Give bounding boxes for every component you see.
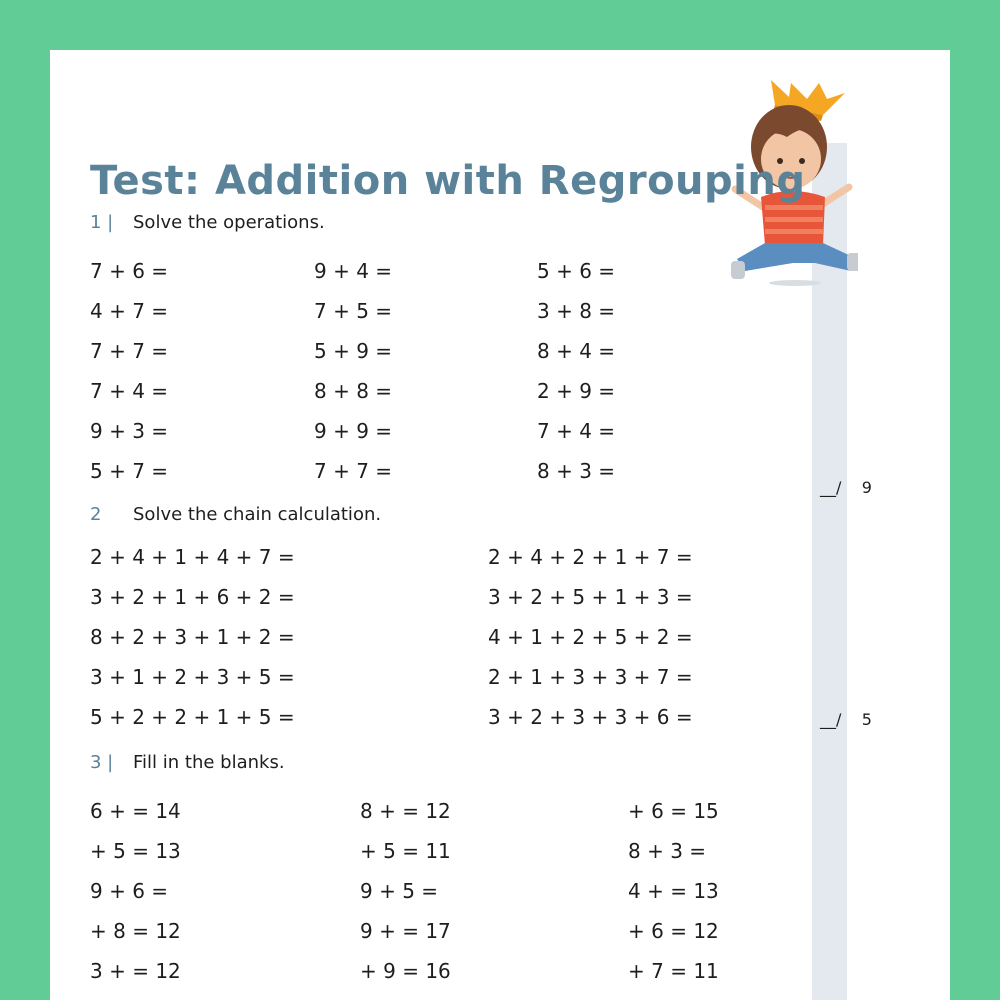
problem-row — [360, 918, 451, 944]
problem-after: + 7 = 11 — [628, 959, 719, 983]
problem-after: + 9 = 16 — [360, 959, 451, 983]
problem-row — [628, 798, 719, 824]
section-number: 3 | — [90, 752, 114, 773]
problem-before: 6 + — [90, 799, 133, 823]
problem-expression: 4 + 7 = — [90, 299, 169, 323]
problem-row — [90, 798, 181, 824]
problem-before: 9 + 6 = — [90, 879, 169, 903]
problem-row — [90, 378, 168, 404]
problem-row — [628, 958, 719, 984]
problem-expression: 9 + 4 = — [314, 259, 393, 283]
problem-after: = 17 — [402, 919, 451, 943]
section-2-header — [90, 504, 381, 525]
problem-row — [360, 958, 451, 984]
section-instruction: Solve the chain calculation. — [133, 504, 382, 525]
problem-row — [537, 378, 615, 404]
problem-row — [537, 338, 615, 364]
problem-row — [90, 958, 181, 984]
problem-before: 3 + — [90, 959, 133, 983]
problem-expression: 2 + 4 + 1 + 4 + 7 = — [90, 545, 295, 569]
problem-row — [537, 458, 615, 484]
section-1-header — [90, 212, 325, 233]
problem-expression: 7 + 7 = — [314, 459, 393, 483]
problem-expression: 7 + 5 = — [314, 299, 393, 323]
problem-row — [90, 878, 168, 904]
section-instruction: Fill in the blanks. — [133, 752, 285, 773]
problem-expression: 8 + 2 + 3 + 1 + 2 = — [90, 625, 295, 649]
problem-row — [314, 338, 392, 364]
section-number: 2 — [90, 504, 102, 525]
problem-expression: 5 + 7 = — [90, 459, 169, 483]
problem-row — [314, 418, 392, 444]
problem-row — [314, 258, 392, 284]
problem-expression: 5 + 6 = — [537, 259, 616, 283]
problem-after: + 5 = 13 — [90, 839, 181, 863]
problem-row — [360, 878, 438, 904]
problem-row — [90, 584, 295, 610]
problem-row — [628, 918, 719, 944]
problem-expression: 3 + 2 + 3 + 3 + 6 = — [488, 705, 693, 729]
problem-row — [314, 378, 392, 404]
score-blank[interactable]: __/ — [820, 710, 842, 729]
problem-expression: 7 + 4 = — [537, 419, 616, 443]
problem-after: = 14 — [132, 799, 181, 823]
problem-row — [488, 704, 693, 730]
section-instruction: Solve the operations. — [133, 212, 325, 233]
problem-expression: 8 + 4 = — [537, 339, 616, 363]
problem-row — [90, 918, 181, 944]
problem-row — [537, 298, 615, 324]
problem-expression: 8 + 8 = — [314, 379, 393, 403]
problem-expression: 3 + 2 + 5 + 1 + 3 = — [488, 585, 693, 609]
problem-row — [90, 624, 295, 650]
problem-after: = 12 — [132, 959, 181, 983]
problem-expression: 2 + 4 + 2 + 1 + 7 = — [488, 545, 693, 569]
problem-expression: 2 + 1 + 3 + 3 + 7 = — [488, 665, 693, 689]
problem-row — [537, 258, 615, 284]
problem-row — [90, 418, 168, 444]
score-max: 5 — [861, 710, 872, 729]
score-max: 9 — [861, 478, 872, 497]
problem-row — [488, 584, 693, 610]
problem-row — [360, 838, 451, 864]
problem-row — [90, 258, 168, 284]
problem-row — [90, 544, 295, 570]
problem-before: 8 + — [360, 799, 403, 823]
problem-before: 8 + 3 = — [628, 839, 707, 863]
problem-row — [488, 624, 693, 650]
page-title: Test: Addition with Regrouping — [90, 158, 806, 204]
problem-after: + 6 = 12 — [628, 919, 719, 943]
problem-row — [90, 704, 295, 730]
problem-row — [314, 298, 392, 324]
problem-expression: 3 + 1 + 2 + 3 + 5 = — [90, 665, 295, 689]
problem-after: = 13 — [670, 879, 719, 903]
problem-expression: 5 + 2 + 2 + 1 + 5 = — [90, 705, 295, 729]
section-number: 1 | — [90, 212, 114, 233]
problem-before: 4 + — [628, 879, 671, 903]
problem-row — [628, 838, 706, 864]
problem-expression: 5 + 9 = — [314, 339, 393, 363]
problem-expression: 7 + 7 = — [90, 339, 169, 363]
score-blank[interactable]: __/ — [820, 478, 842, 497]
problem-expression: 7 + 4 = — [90, 379, 169, 403]
problem-after: + 5 = 11 — [360, 839, 451, 863]
problem-row — [314, 458, 392, 484]
problem-row — [488, 664, 693, 690]
problem-row — [360, 798, 451, 824]
problem-row — [537, 418, 615, 444]
problem-expression: 4 + 1 + 2 + 5 + 2 = — [488, 625, 693, 649]
section-3-header — [90, 752, 285, 773]
problem-expression: 9 + 3 = — [90, 419, 169, 443]
problem-expression: 7 + 6 = — [90, 259, 169, 283]
problem-expression: 2 + 9 = — [537, 379, 616, 403]
problem-before: 9 + 5 = — [360, 879, 439, 903]
problem-expression: 3 + 8 = — [537, 299, 616, 323]
problem-expression: 9 + 9 = — [314, 419, 393, 443]
problem-row — [90, 338, 168, 364]
problem-row — [628, 878, 719, 904]
problem-before: 9 + — [360, 919, 403, 943]
problem-after: = 12 — [402, 799, 451, 823]
problem-row — [90, 838, 181, 864]
section-1-score — [820, 478, 872, 497]
problem-row — [90, 664, 295, 690]
section-2-score — [820, 710, 872, 729]
worksheet-page — [50, 50, 950, 1000]
problem-row — [488, 544, 693, 570]
problem-after: + 6 = 15 — [628, 799, 719, 823]
problem-after: + 8 = 12 — [90, 919, 181, 943]
problem-expression: 8 + 3 = — [537, 459, 616, 483]
problem-row — [90, 298, 168, 324]
problem-row — [90, 458, 168, 484]
problem-expression: 3 + 2 + 1 + 6 + 2 = — [90, 585, 295, 609]
